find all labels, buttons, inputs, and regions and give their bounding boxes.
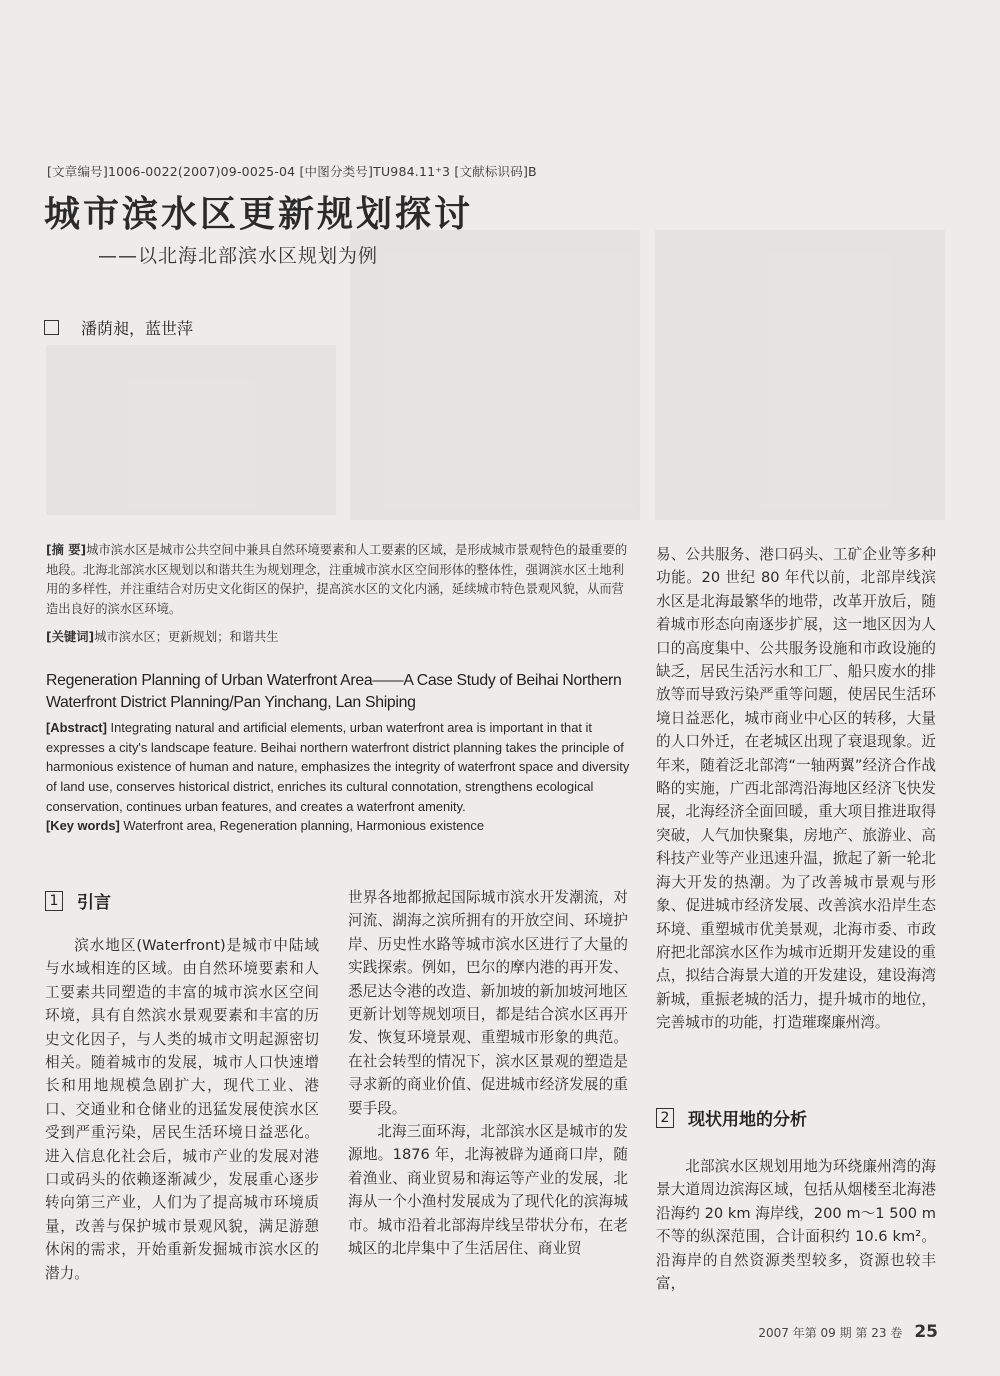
section-heading-intro <box>45 888 111 913</box>
keywords-english <box>46 818 632 833</box>
body-column-2 <box>348 886 628 1261</box>
abstract-label: [摘 要] <box>46 543 87 557</box>
paragraph: 滨水地区(Waterfront)是城市中陆域与水域相连的区域。由自然环境要素和人工要素共同塑造的丰富的城市滨水区空间环境，具有自然滨水景观要素和丰富的历史文化因子，与人类的城市文明起源密切相关。随着城市的发展，城市人口快速增长和用地规模急剧扩大，现代工业、港口、交通业和仓储业的迅猛发展使滨水区受到严重污染，居民生活环境日益恶化。进入信息化社会后，城市产业的发展对港口或码头的依赖逐渐减少，发展重心逐步转向第三产业，人们为了提高城市环境质量，改善与保护城市景观风貌，满足游憩休闲的需求，开始重新发掘城市滨水区的潜力。 <box>45 937 319 1282</box>
keywords-label: [关键词] <box>46 630 95 644</box>
paragraph: 世界各地都掀起国际城市滨水开发潮流，对河流、湖海之滨所拥有的开放空间、环境护岸、历史性水路等城市滨水区进行了大量的实践探索。例如，巴尔的摩内港的再开发、悉尼达令港的改造、新加坡的新加坡河地区更新计划等规划项目，都是结合滨水区再开发、恢复环境景观、重塑城市形象的典范。在社会转型的情况下，滨水区景观的塑造是寻求新的商业价值、促进城市经济发展的重要手段。 <box>348 889 628 1117</box>
keywords-en-label: [Key words] <box>46 818 120 833</box>
abstract-english <box>46 718 632 817</box>
article-meta-line: [文章编号]1006-0022(2007)09-0025-04 [中图分类号]TU984.11⁺3 [文献标识码]B <box>47 164 537 179</box>
abstract-text: 城市滨水区是城市公共空间中兼具自然环境要素和人工要素的区域，是形成城市景观特色的最重要的地段。北海北部滨水区规划以和谐共生为规划理念，注重城市滨水区空间形体的整体性，强调滨水区土地利用的多样性，并注重结合对历史文化街区的保护，提高滨水区的文化内涵，延续城市特色景观风貌，从而营造出良好的滨水区环境。 <box>46 543 628 616</box>
bleed-through-shading <box>655 230 945 520</box>
page-title: 城市滨水区更新规划探讨 <box>44 194 474 235</box>
body-column-3-continued <box>656 1155 936 1295</box>
body-column-3 <box>656 543 936 1035</box>
section-number: 1 <box>45 891 63 911</box>
bleed-through-shading <box>46 345 336 515</box>
section-title: 引言 <box>77 893 111 913</box>
page-footer <box>758 1322 938 1342</box>
keywords-en-text: Waterfront area, Regeneration planning, Harmonious existence <box>123 818 485 833</box>
section-title: 现状用地的分析 <box>688 1110 807 1130</box>
keywords-text: 城市滨水区；更新规划；和谐共生 <box>94 630 279 644</box>
issue-info: 2007 年第 09 期 第 23 卷 <box>758 1326 903 1340</box>
paragraph: 北海三面环海，北部滨水区是城市的发源地。1876 年，北海被辟为通商口岸，随着渔业、商业贸易和海运等产业的发展，北海从一个小渔村发展成为了现代化的滨海城市。城市沿着北部海岸线呈带状分布，在老城区的北岸集中了生活居住、商业贸 <box>348 1123 628 1258</box>
bleed-through-shading <box>350 230 640 520</box>
authors-names: 潘荫昶，蓝世萍 <box>81 319 194 338</box>
square-marker-icon <box>44 320 59 335</box>
authors-line <box>44 316 193 339</box>
page-subtitle: ——以北海北部滨水区规划为例 <box>98 245 379 267</box>
paragraph: 北部滨水区规划用地为环绕廉州湾的海景大道周边滨海区域，包括从烟楼至北海港沿海约 20 km 海岸线，200 m～1 500 m 不等的纵深范围，合计面积约 10.6 km²。沿海岸的自然资源类型较多，资源也较丰富， <box>656 1158 936 1293</box>
paragraph: 易、公共服务、港口码头、工矿企业等多种功能。20 世纪 80 年代以前，北部岸线滨水区是北海最繁华的地带，改革开放后，随着城市形态向南逐步扩展，这一地区因为人口的高度集中、公共服务设施和市政设施的缺乏，居民生活污水和工厂、船只废水的排放等而导致污染严重等问题，使居民生活环境日益恶化，城市商业中心区的转移，大量的人口外迁，在老城区出现了衰退现象。近年来，随着泛北部湾“一轴两翼”经济合作战略的实施，广西北部湾沿海地区经济飞快发展，北海经济全面回暖，重大项目推进取得突破，人气加快聚集，房地产、旅游业、高科技产业等产业迅速升温，掀起了新一轮北海大开发的热潮。为了改善城市景观与形象、促进城市经济发展、改善滨水沿岸生态环境、重塑城市优美景观，北海市委、市政府把北部滨水区作为城市近期开发建设的重点，拟结合海景大道的开发建设，建设海湾新城，重振老城的活力，提升城市的地位，完善城市的功能，打造璀璨廉州湾。 <box>656 546 936 1032</box>
keywords-chinese <box>46 627 632 645</box>
body-column-1 <box>45 934 319 1285</box>
section-number: 2 <box>656 1108 674 1128</box>
abstract-en-text: Integrating natural and artificial elements, urban waterfront area is important in that it expresses a city's landscape feature. Beihai northern waterfront district planning takes the principle of harmonious existence of human and nature, emphasizes the integrity of waterfront space and diversity of land use, conserves historical district, enriches its cultural connotation, strengthens ecological conservation, continues urban features, and creates a waterfront amenity. <box>46 720 630 814</box>
section-heading-land-use <box>656 1105 807 1130</box>
abstract-en-label: [Abstract] <box>46 720 107 735</box>
page-number: 25 <box>914 1322 938 1342</box>
abstract-chinese <box>46 541 632 619</box>
english-title: Regeneration Planning of Urban Waterfront Area——A Case Study of Beihai Northern Waterfront District Planning/Pan Yinchang, Lan Shiping <box>46 672 622 711</box>
